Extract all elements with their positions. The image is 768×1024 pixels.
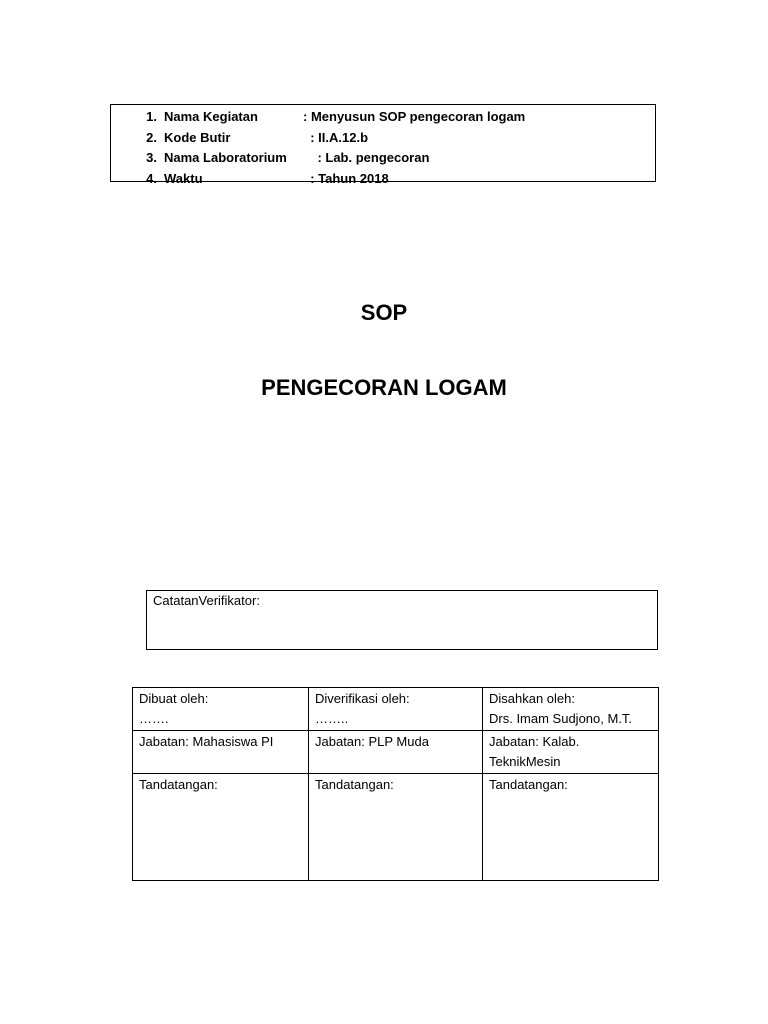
info-row-time: [111, 169, 655, 190]
table-row: [133, 774, 659, 881]
activity-info-box: [110, 104, 656, 186]
info-value: : Lab. pengecoran: [303, 150, 430, 165]
table-row: [133, 688, 659, 731]
info-number: 4.: [146, 170, 157, 186]
info-number: 1.: [146, 109, 157, 124]
document-title-main: PENGECORAN LOGAM: [261, 375, 507, 400]
info-label: Waktu: [164, 170, 203, 186]
info-row-activity-name: [111, 107, 655, 128]
made-by-header: Dibuat oleh:: [139, 691, 209, 706]
approved-by-position-cell: [483, 731, 659, 774]
verified-by-name: ……..: [315, 711, 349, 726]
info-label: Nama Laboratorium: [164, 150, 287, 165]
approved-by-cell: [483, 688, 659, 731]
info-value: : II.A.12.b: [303, 129, 369, 145]
table-row: [133, 731, 659, 774]
verified-by-position: Jabatan: PLP Muda: [309, 731, 483, 774]
info-row-laboratory-name: [111, 148, 655, 169]
document-title-sop: SOP: [360, 300, 408, 325]
made-by-signature: Tandatangan:: [133, 774, 309, 881]
verified-by-header: Diverifikasi oleh:: [315, 691, 410, 706]
info-value: : Menyusun SOP pengecoran logam: [303, 109, 526, 124]
info-label: Nama Kegiatan: [164, 109, 258, 124]
info-row-item-code: [111, 128, 655, 149]
made-by-cell: [133, 688, 309, 731]
verifier-notes-label: CatatanVerifikator:: [153, 593, 260, 608]
verifier-notes-box: [146, 590, 658, 650]
approved-by-position-line1: Jabatan: Kalab.: [489, 734, 580, 749]
info-value: : Tahun 2018: [303, 170, 389, 186]
approved-by-signature: Tandatangan:: [483, 774, 659, 881]
verified-by-signature: Tandatangan:: [309, 774, 483, 881]
verified-by-cell: [309, 688, 483, 731]
signature-table: [132, 687, 659, 881]
approved-by-header: Disahkan oleh:: [489, 691, 575, 706]
made-by-name: …….: [139, 711, 169, 726]
approved-by-position-line2: TeknikMesin: [489, 754, 561, 769]
approved-by-name: Drs. Imam Sudjono, M.T.: [489, 711, 633, 726]
info-number: 3.: [146, 150, 157, 165]
info-label: Kode Butir: [164, 129, 231, 145]
info-number: 2.: [146, 129, 157, 145]
made-by-position: Jabatan: Mahasiswa PI: [133, 731, 309, 774]
